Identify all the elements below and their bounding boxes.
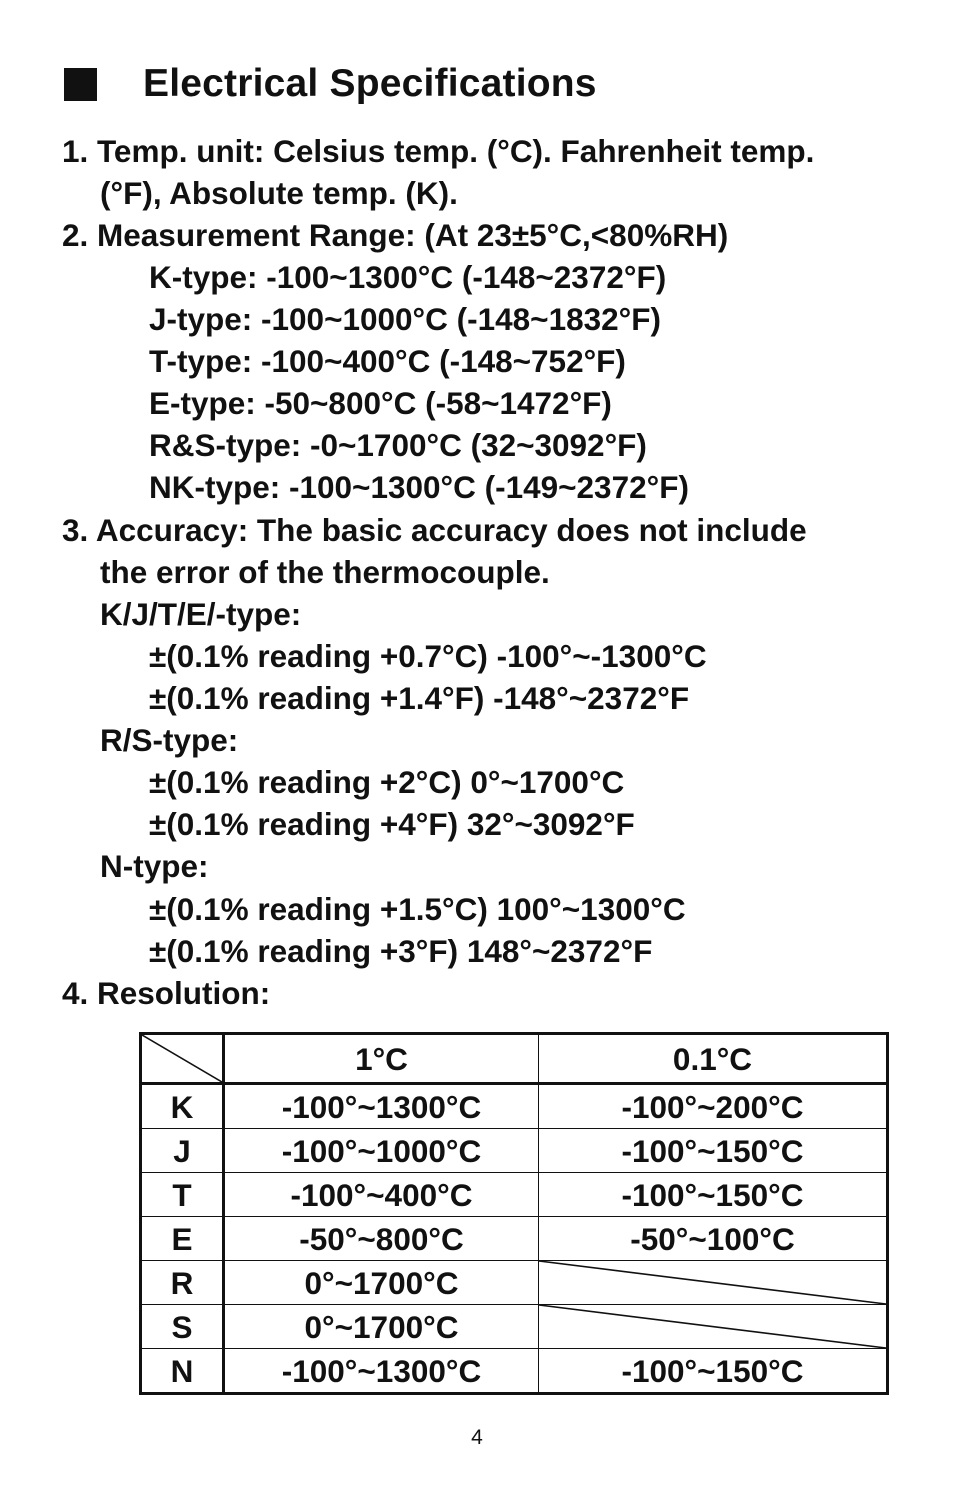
spec-line-resolution: 4. Resolution: [62, 975, 271, 1011]
cell-01c: -50°~100°C [539, 1217, 888, 1261]
accuracy-kjte-celsius: ±(0.1% reading +0.7°C) -100°~-1300°C [149, 638, 707, 674]
accuracy-n-label: N-type: [100, 848, 209, 884]
cell-1c: -100°~1300°C [224, 1084, 539, 1129]
accuracy-rs-label: R/S-type: [100, 722, 239, 758]
table-row [141, 1173, 888, 1217]
cell-01c: -100°~150°C [539, 1349, 888, 1394]
row-type: K [141, 1084, 224, 1129]
row-type: R [141, 1261, 224, 1305]
cell-1c: 0°~1700°C [224, 1305, 539, 1349]
table-row [141, 1217, 888, 1261]
accuracy-kjte-label: K/J/T/E/-type: [100, 596, 302, 632]
cell-01c: -100°~200°C [539, 1084, 888, 1129]
cell-1c: -100°~1300°C [224, 1349, 539, 1394]
section-heading [64, 62, 597, 106]
accuracy-n-celsius: ±(0.1% reading +1.5°C) 100°~1300°C [149, 891, 686, 927]
range-t-type: T-type: -100~400°C (-148~752°F) [149, 343, 626, 379]
diagonal-line [142, 1035, 222, 1082]
spec-line-temp-unit-cont: (°F), Absolute temp. (K). [100, 175, 458, 211]
row-type: T [141, 1173, 224, 1217]
table-row [141, 1129, 888, 1173]
table-row [141, 1305, 888, 1349]
cell-01c-not-applicable [539, 1305, 888, 1349]
header-01c: 0.1°C [539, 1034, 888, 1084]
range-rs-type: R&S-type: -0~1700°C (32~3092°F) [149, 427, 647, 463]
range-j-type: J-type: -100~1000°C (-148~1832°F) [149, 301, 661, 337]
spec-line-temp-unit: 1. Temp. unit: Celsius temp. (°C). Fahrenheit temp. [62, 133, 815, 169]
header-1c: 1°C [224, 1034, 539, 1084]
spec-line-measurement-range: 2. Measurement Range: (At 23±5°C,<80%RH) [62, 217, 729, 253]
row-type: N [141, 1349, 224, 1394]
accuracy-kjte-fahrenheit: ±(0.1% reading +1.4°F) -148°~2372°F [149, 680, 690, 716]
spec-line-accuracy-cont: the error of the thermocouple. [100, 554, 550, 590]
table-row [141, 1261, 888, 1305]
table-row [141, 1084, 888, 1129]
black-square-icon [64, 68, 97, 101]
cell-01c-not-applicable [539, 1261, 888, 1305]
resolution-table [139, 1032, 889, 1395]
range-nk-type: NK-type: -100~1300°C (-149~2372°F) [149, 469, 689, 505]
table-header-row [141, 1034, 888, 1084]
table-row [141, 1349, 888, 1394]
row-type: E [141, 1217, 224, 1261]
accuracy-rs-fahrenheit: ±(0.1% reading +4°F) 32°~3092°F [149, 806, 635, 842]
spec-line-accuracy: 3. Accuracy: The basic accuracy does not include [62, 512, 807, 548]
section-title: Electrical Specifications [143, 62, 597, 105]
cell-1c: -50°~800°C [224, 1217, 539, 1261]
cell-01c: -100°~150°C [539, 1129, 888, 1173]
row-type: S [141, 1305, 224, 1349]
range-e-type: E-type: -50~800°C (-58~1472°F) [149, 385, 612, 421]
corner-diagonal-cell [141, 1034, 224, 1084]
cell-1c: -100°~1000°C [224, 1129, 539, 1173]
diagonal-line [539, 1261, 886, 1304]
row-type: J [141, 1129, 224, 1173]
cell-01c: -100°~150°C [539, 1173, 888, 1217]
accuracy-rs-celsius: ±(0.1% reading +2°C) 0°~1700°C [149, 764, 625, 800]
cell-1c: 0°~1700°C [224, 1261, 539, 1305]
page-number: 4 [471, 1426, 483, 1449]
accuracy-n-fahrenheit: ±(0.1% reading +3°F) 148°~2372°F [149, 933, 653, 969]
diagonal-line [539, 1305, 886, 1348]
range-k-type: K-type: -100~1300°C (-148~2372°F) [149, 259, 667, 295]
cell-1c: -100°~400°C [224, 1173, 539, 1217]
